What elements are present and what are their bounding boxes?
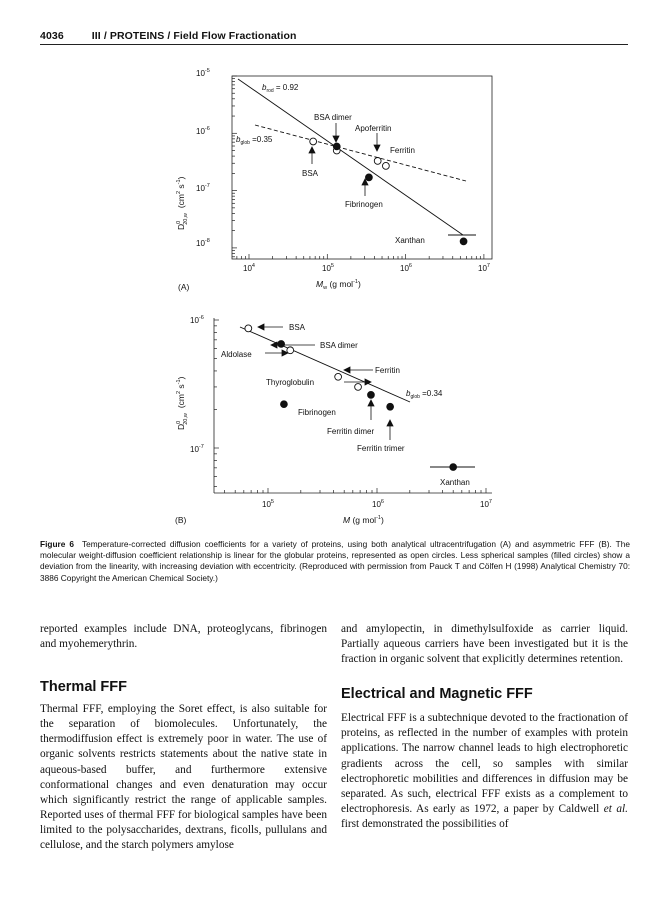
- b-xtick-label: $10^6$: [372, 499, 384, 509]
- data-point-bsa-dimer: [333, 143, 340, 150]
- a-label-xanthan: Xanthan: [395, 236, 425, 245]
- data-point-xanthan: [450, 464, 457, 471]
- a-xtick-label: $10^6$: [400, 263, 412, 273]
- a-b-rod-label: $b_{rod} = 0.92$: [262, 83, 299, 94]
- b-label-bsa: BSA: [289, 323, 306, 332]
- panel-a-x-tick-labels: [243, 263, 490, 273]
- b-label-fibrinogen: Fibrinogen: [298, 408, 336, 417]
- arrowhead: [344, 367, 350, 373]
- a-label-bsa: BSA: [302, 169, 319, 178]
- a-xtick-label: $10^7$: [478, 263, 490, 273]
- left-paragraph-2: Thermal FFF, employing the Soret effect, is also suitable for the separation of biomolecules. Unfortunately, the thermodiffusion effect is extremely poor in water. The use of organic solvents restricts statements about the native state in aqueous-based buffer, and furthermore extensive conformational changes and even denaturation may occur which significantly restrict the range of applicable samples. Reported uses of thermal FFF for biological samples have been limited to the polysaccharides, dextrans, ficolls, pullulans and cellulose, and the starch polymers amylose: [40, 703, 327, 852]
- a-label-apoferritin: Apoferritin: [355, 124, 392, 133]
- a-label-bsa-dimer: BSA dimer: [314, 113, 352, 122]
- right-paragraph-2-em: et al.: [603, 802, 628, 815]
- b-label-bsa-dimer: BSA dimer: [320, 341, 358, 350]
- b-label-ferritin-trimer: Ferritin trimer: [357, 444, 405, 453]
- heading-electrical-magnetic-fff: Electrical and Magnetic FFF: [341, 686, 533, 703]
- b-label-ferritin: Ferritin: [375, 366, 400, 375]
- data-point-ferritin-trimer: [387, 403, 394, 410]
- b-glob-fit-line: [240, 327, 410, 402]
- caption-text: Temperature-corrected diffusion coefficients for a variety of proteins, using both analytical ultracentrifugation (A) and asymmetric FFF (B). The molecular weight-diffusion coefficient relationship is linear for the globular proteins, represented as open circles. Less spherical samples (filled circles) show a deviation from the linearity, with increasing deviation with eccentricity. (Reproduced with permission from Pauck T and Cölfen H (1998) Analytical Chemistry 70: 3886 Copyright the American Chemical Society.): [40, 539, 630, 583]
- arrowhead: [374, 145, 380, 151]
- a-glob-fit-line: [255, 125, 466, 181]
- arrowhead: [333, 136, 339, 142]
- right-paragraph-2: [341, 711, 628, 832]
- b-label-thyroglobulin: Thyroglobulin: [266, 378, 315, 387]
- arrowhead: [387, 420, 393, 426]
- data-point-xanthan: [460, 238, 467, 245]
- right-column: [341, 622, 628, 832]
- panel-b: [175, 315, 492, 525]
- a-xtick-label: $10^4$: [243, 263, 255, 273]
- arrowhead: [368, 400, 374, 406]
- a-b-glob-label: $b_{glob} =0.35$: [236, 135, 273, 146]
- b-b-glob-label: $b_{glob} =0.34$: [406, 389, 443, 400]
- a-ytick-label: $10^{-8}$: [196, 238, 210, 248]
- data-point-ferritin: [382, 162, 389, 169]
- panel-a: [176, 68, 492, 292]
- page-number: 4036: [40, 30, 64, 42]
- figure-caption: [40, 539, 630, 584]
- data-point-thyroglobulin: [355, 384, 362, 391]
- panel-b-annotations: [221, 323, 470, 487]
- data-point-bsa: [245, 325, 252, 332]
- panel-a-annotations: [236, 83, 425, 245]
- panel-b-y-axis-label: $D^020,w(cm^2$ $s^{-1}$): [176, 376, 189, 430]
- right-paragraph-2-end: first demonstrated the possibilities of: [341, 817, 509, 830]
- right-paragraph-2-text: Electrical FFF is a subtechnique devoted to the fractionation of proteins, as reflected in the number of examples with protein applications. The narrow channel leads to high electrophoretic gradients across the cell, so samples with similar electrophoretic mobilities and differences in diffusion may be separated. As such, electrical FFF exists as a complement to electrophoresis. As early as 1972, a paper by Caldwell: [341, 712, 628, 815]
- heading-thermal-fff: Thermal FFF: [40, 679, 128, 696]
- a-ytick-label: $10^{-6}$: [196, 126, 210, 136]
- a-rod-fit-line: [238, 79, 463, 235]
- panel-b-x-tick-labels: [262, 499, 492, 509]
- a-xtick-label: $10^5$: [322, 263, 334, 273]
- data-point-ferritin: [335, 373, 342, 380]
- b-ytick-label: $10^{-7}$: [190, 444, 204, 454]
- panel-b-x-axis-label: M (g mol$^{-1}$): [343, 515, 384, 525]
- panel-b-label: (B): [175, 515, 187, 525]
- left-column: [40, 622, 327, 853]
- a-label-ferritin: Ferritin: [390, 146, 415, 155]
- panel-a-ticks: [232, 76, 484, 259]
- a-label-fibrinogen: Fibrinogen: [345, 200, 383, 209]
- data-point-bsa-dimer: [278, 341, 285, 348]
- left-paragraph-1: reported examples include DNA, proteoglycans, fibrinogen and myohemerythrin.: [40, 623, 327, 651]
- b-label-ferritin-dimer: Ferritin dimer: [327, 427, 375, 436]
- panel-a-arrows: [309, 123, 380, 196]
- a-ytick-label: $10^{-7}$: [196, 183, 210, 193]
- panel-a-x-axis-label: $M_w$ (g mol$^{-1}$): [316, 279, 361, 291]
- section-title: III / PROTEINS / Field Flow Fractionation: [91, 30, 297, 42]
- data-point-fibrinogen: [366, 174, 373, 181]
- data-point-bsa: [310, 138, 317, 145]
- data-point-fibrinogen: [281, 401, 288, 408]
- b-xtick-label: $10^7$: [480, 499, 492, 509]
- arrowhead: [258, 324, 264, 330]
- arrowhead: [271, 342, 277, 348]
- right-paragraph-1: and amylopectin, in dimethylsulfoxide as carrier liquid. Partially aqueous carriers have been investigated but it is the fraction in organic solvent that explicitly determines retention.: [341, 623, 628, 666]
- panel-a-label: (A): [178, 282, 190, 292]
- b-label-xanthan: Xanthan: [440, 478, 470, 487]
- panel-a-y-axis-label: $D^020,w(cm^2$ $s^{-1}$): [176, 176, 189, 230]
- panel-b-y-tick-labels: [190, 315, 204, 454]
- data-point-apoferritin: [374, 157, 381, 164]
- data-point-ferritin-dimer: [368, 391, 375, 398]
- b-ytick-label: $10^{-6}$: [190, 315, 204, 325]
- panel-a-y-tick-labels: [196, 68, 210, 248]
- arrowhead: [309, 147, 315, 153]
- panel-a-frame: [232, 76, 492, 259]
- b-xtick-label: $10^5$: [262, 499, 274, 509]
- a-ytick-label: $10^{-5}$: [196, 68, 210, 78]
- b-label-aldolase: Aldolase: [221, 350, 252, 359]
- caption-label: Figure 6: [40, 539, 74, 549]
- panel-a-points: [310, 138, 467, 245]
